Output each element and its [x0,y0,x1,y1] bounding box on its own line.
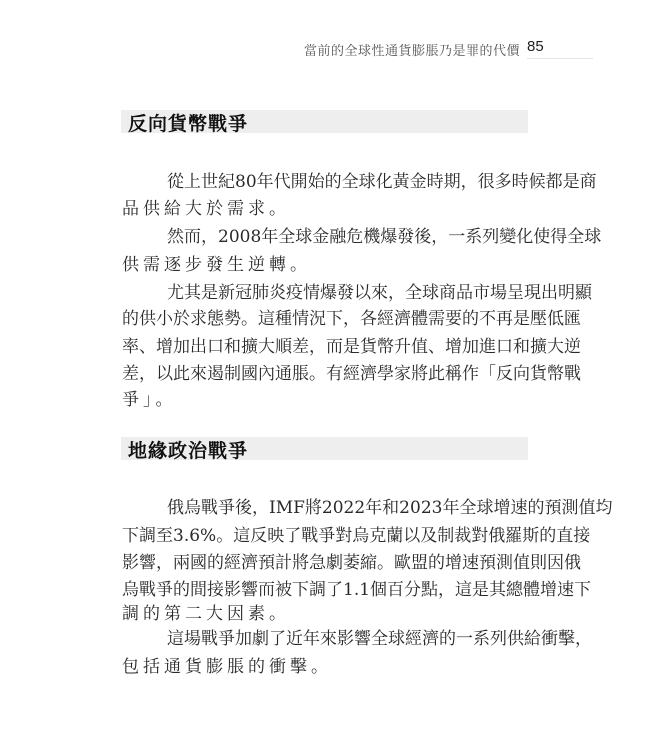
paragraph-line: 品供給大於需求。 [122,199,290,219]
paragraph-line: 下調至3.6%。這反映了戰爭對烏克蘭以及制裁對俄羅斯的直接 [122,526,591,546]
paragraph-line: 爭」。 [122,390,177,410]
paragraph-line: 烏戰爭的間接影響而被下調了1.1個百分點，這是其總體增速下 [122,580,592,600]
paragraph-line: 的供小於求態勢。這種情況下，各經濟體需要的不再是壓低匯 [122,309,581,329]
paragraph-line: 俄烏戰爭後，IMF將2022年和2023年全球增速的預測值均 [167,498,613,518]
page-number: 85 [527,38,544,55]
section-heading-text: 地緣政治戰爭 [128,440,249,462]
header-rule [527,58,593,59]
paragraph-line: 尤其是新冠肺炎疫情爆發以來，全球商品市場呈現出明顯 [167,283,592,303]
paragraph-line: 包括通貨膨脹的衝擊。 [122,657,332,677]
paragraph-line: 從上世紀80年代開始的全球化黃金時期，很多時候都是商 [167,172,597,192]
paragraph-line: 調的第二大因素。 [122,604,290,624]
running-title: 當前的全球性通貨膨脹乃是罪的代價 [303,44,520,59]
paragraph-line: 差，以此來遏制國內通脹。有經濟學家將此稱作「反向貨幣戰 [122,364,581,384]
paragraph-line: 這場戰爭加劇了近年來影響全球經濟的一系列供給衝擊， [167,629,592,649]
section-heading-text: 反向貨幣戰爭 [128,113,249,135]
section-heading [121,110,528,133]
paragraph-line: 然而，2008年全球金融危機爆發後，一系列變化使得全球 [167,227,602,247]
paragraph-line: 影響，兩國的經濟預計將急劇萎縮。歐盟的增速預測值則因俄 [122,553,581,573]
section-heading [121,437,528,460]
paragraph-line: 供需逐步發生逆轉。 [122,255,311,275]
paragraph-line: 率、增加出口和擴大順差，而是貨幣升值、增加進口和擴大逆 [122,337,581,357]
